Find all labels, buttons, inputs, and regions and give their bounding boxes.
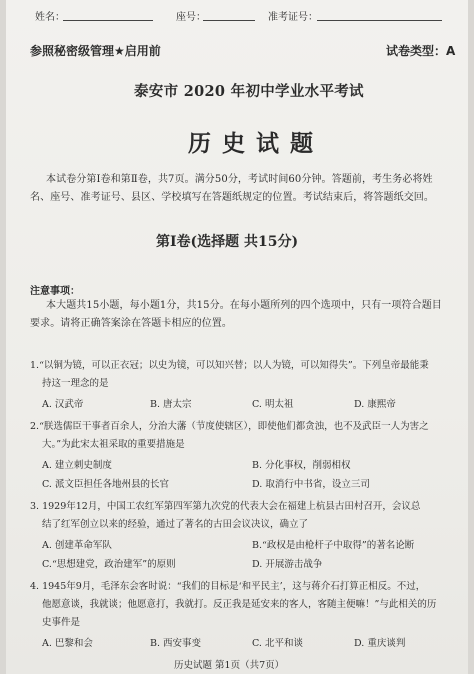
question-3-option-d: D. 开展游击战争 bbox=[252, 559, 323, 570]
section-title: 第Ⅰ卷(选择题 共15分) bbox=[156, 234, 299, 250]
question-2-option-a: A. 建立刺史制度 bbox=[42, 460, 112, 471]
question-2-stem-line-2: 大。”为此宋太祖采取的重要措施是 bbox=[42, 439, 185, 450]
seat-label: 座号： bbox=[176, 12, 206, 23]
confidential-mark: 参照秘密级管理★启用前 bbox=[30, 44, 161, 58]
intro-line-1: 本试卷分第Ⅰ卷和第Ⅱ卷，共7页。满分50分，考试时间60分钟。答题前，考生务必将姓 bbox=[46, 174, 433, 185]
question-2-option-b: B. 分化事权，削弱相权 bbox=[252, 460, 351, 471]
question-1-stem-line-1: 1.“以铜为镜，可以正衣冠；以史为镜，可以知兴替；以人为镜，可以知得失”。下列皇帝最能秉 bbox=[30, 360, 429, 371]
question-1-stem-line-2: 持这一理念的是 bbox=[42, 378, 109, 389]
question-4-option-b: B. 西安事变 bbox=[150, 638, 202, 649]
question-2-option-d: D. 取消行中书省，设立三司 bbox=[252, 479, 370, 490]
exam-page bbox=[6, 0, 468, 674]
question-1-option-c: C. 明太祖 bbox=[252, 399, 294, 410]
question-3-stem-line-1: 3. 1929年12月，中国工农红军第四军第九次党的代表大会在福建上杭县古田村召开，会议总 bbox=[30, 501, 421, 512]
question-3-option-b: B.“政权是由枪杆子中取得”的著名论断 bbox=[252, 540, 415, 551]
question-4-option-a: A. 巴黎和会 bbox=[42, 638, 93, 649]
notes-line-1: 本大题共15小题，每小题1分，共15分。在每小题所列的四个选项中，只有一项符合题目 bbox=[46, 300, 442, 311]
question-1-option-b: B. 唐太宗 bbox=[150, 399, 192, 410]
question-4-stem-line-3: 史事件是 bbox=[42, 617, 81, 628]
question-1-option-d: D. 康熙帝 bbox=[354, 399, 396, 410]
question-2-stem-line-1: 2.“朕选儒臣干事者百余人，分治大藩（节度使辖区），即使他们都贪浊，也不及武臣一人为害之 bbox=[30, 421, 429, 432]
question-3-option-c: C.“思想建党，政治建军”的原则 bbox=[42, 559, 176, 570]
notes-heading: 注意事项： bbox=[30, 286, 80, 297]
question-4-option-d: D. 重庆谈判 bbox=[354, 638, 406, 649]
notes-line-2: 要求。请将正确答案涂在答题卡相应的位置。 bbox=[30, 318, 232, 329]
question-4-stem-line-1: 4. 1945年9月，毛泽东会客时说：“我们的目标是‘和平民主’，这与蒋介石打算正相反。不过， bbox=[30, 581, 426, 592]
seat-blank bbox=[203, 20, 255, 21]
question-3-option-a: A. 创建革命军队 bbox=[42, 540, 112, 551]
question-4-option-c: C. 北平和谈 bbox=[252, 638, 303, 649]
page-footer: 历史试题 第1页（共7页） bbox=[174, 660, 285, 671]
subject-title: 历史试题 bbox=[188, 131, 324, 157]
name-label: 姓名： bbox=[35, 12, 65, 23]
paper-type: 试卷类型：A bbox=[386, 44, 456, 58]
ticket-label: 准考证号： bbox=[268, 12, 318, 23]
name-blank bbox=[63, 20, 153, 21]
question-1-option-a: A. 汉武帝 bbox=[42, 399, 84, 410]
question-3-stem-line-2: 结了红军创立以来的经验，通过了著名的古田会议决议，确立了 bbox=[42, 519, 309, 530]
question-4-stem-line-2: 他愿意谈，我就谈；他愿意打，我就打。反正我是延安来的客人，客随主便嘛！”与此相关的历 bbox=[42, 599, 437, 610]
exam-title: 泰安市 2020 年初中学业水平考试 bbox=[134, 83, 364, 100]
question-2-option-c: C. 派文臣担任各地州县的长官 bbox=[42, 479, 169, 490]
ticket-blank bbox=[317, 20, 442, 21]
intro-line-2: 名、座号、准考证号、县区、学校填写在答题纸规定的位置。考试结束后，将答题纸交回。 bbox=[30, 192, 434, 203]
